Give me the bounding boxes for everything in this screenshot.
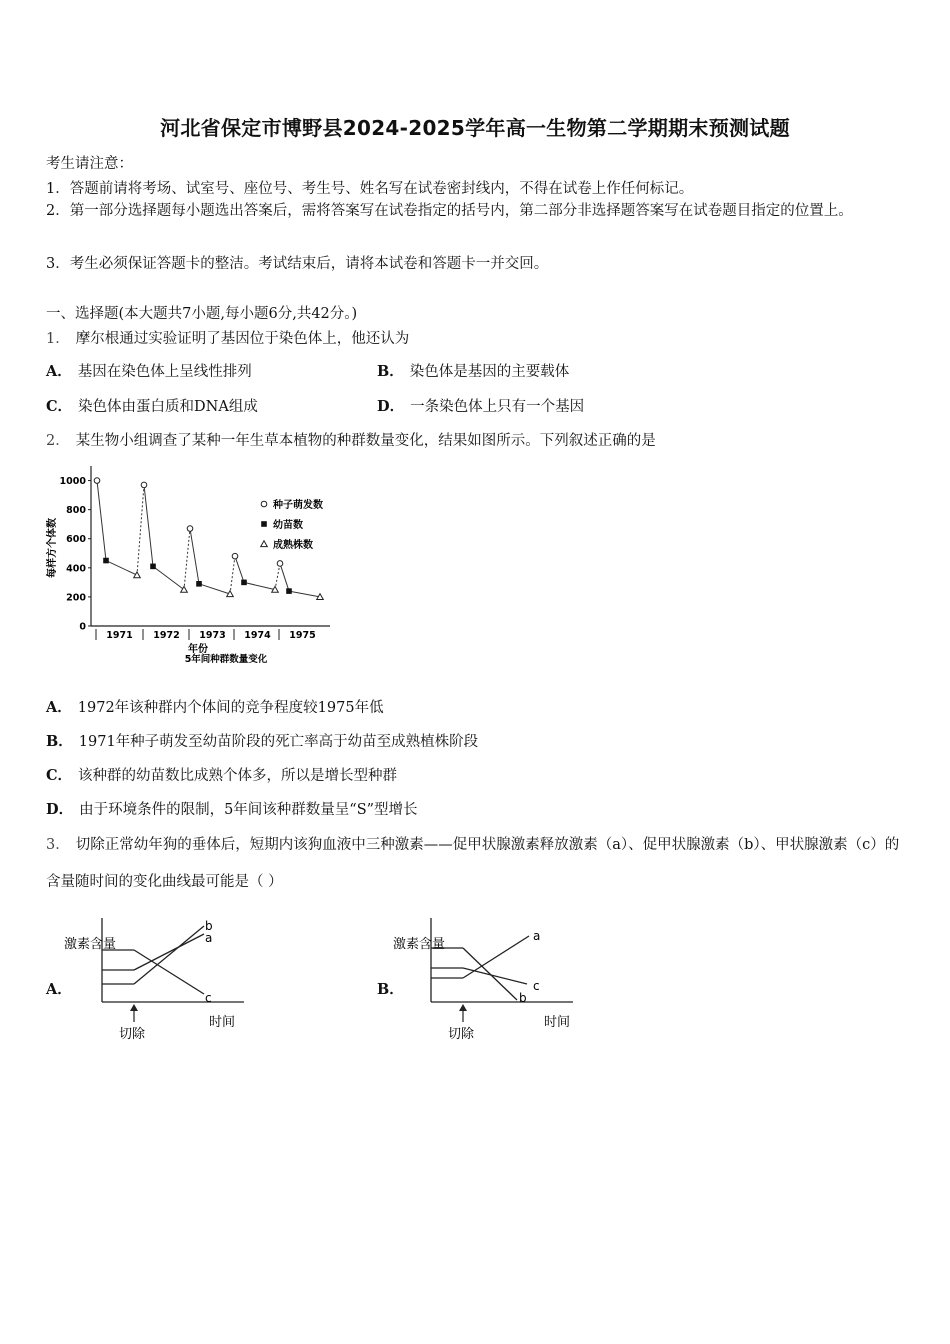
curve-label-a: a <box>533 929 541 943</box>
question-number: 3． <box>46 837 70 853</box>
option-text: 染色体是基因的主要载体 <box>409 364 570 380</box>
x-label: 时间 <box>543 1015 571 1030</box>
legend-marker-seedling <box>261 521 267 527</box>
question-1 <box>46 327 409 348</box>
q3-option-a[interactable] <box>46 978 78 999</box>
option-letter: B． <box>377 363 404 380</box>
point-seedling <box>196 581 202 587</box>
reseeding-dashed-line <box>137 485 144 575</box>
notice-heading: 考生请注意： <box>46 156 133 172</box>
curve-c <box>463 968 527 984</box>
cut-label: 切除 <box>447 1027 475 1042</box>
y-label-1: 激素含量 <box>392 937 446 952</box>
notice-item-2: 2．第一部分选择题每小题选出答案后，需将答案写在试卷指定的括号内，第二部分非选择题答案写在试卷题目指定的位置上。 <box>46 203 853 219</box>
point-seed <box>94 478 100 484</box>
reseeding-dashed-line <box>230 556 235 594</box>
series-line <box>280 563 289 591</box>
notice-item-1: 1．答题前请将考场、试室号、座位号、考生号、姓名写在试卷密封线内，不得在试卷上作任何标记。 <box>46 181 694 197</box>
option-letter: B． <box>46 733 73 750</box>
curve-c <box>134 950 204 994</box>
curve-b <box>463 948 517 1000</box>
x-axis-label: 年份 <box>188 644 208 655</box>
point-seed <box>232 553 238 559</box>
series-line <box>199 584 230 594</box>
x-label: 时间 <box>208 1015 236 1030</box>
series-line <box>153 566 184 589</box>
y-tick-label: 800 <box>66 505 86 517</box>
y-tick-label: 200 <box>66 592 86 604</box>
q3-graph-b <box>392 912 585 1044</box>
series-line <box>235 556 244 582</box>
y-tick-label: 0 <box>79 621 86 633</box>
y-tick-label: 400 <box>66 563 86 575</box>
q1-option-d[interactable] <box>377 395 584 416</box>
option-letter: A． <box>46 699 72 716</box>
point-seed <box>141 482 147 488</box>
q1-option-b[interactable] <box>377 360 569 381</box>
population-chart <box>46 458 338 664</box>
point-seedling <box>241 580 247 586</box>
option-letter: D． <box>46 801 74 818</box>
question-2 <box>46 429 656 450</box>
x-tick-label: 1974 <box>244 630 271 641</box>
curve-label-a: a <box>205 931 213 945</box>
x-tick-label: 1972 <box>153 630 180 641</box>
option-text: 基因在染色体上呈线性排列 <box>77 364 252 380</box>
option-letter: A． <box>46 363 72 380</box>
legend-marker-seed <box>261 501 267 507</box>
legend-label: 成熟株数 <box>273 540 313 551</box>
cut-arrow-head <box>130 1004 138 1011</box>
legend-label: 种子萌发数 <box>273 500 323 511</box>
option-letter: D． <box>377 398 405 415</box>
q1-option-c[interactable] <box>46 395 258 416</box>
option-text: 1972年该种群内个体间的竞争程度较1975年低 <box>77 700 384 716</box>
series-line <box>289 591 320 597</box>
question-3 <box>46 827 910 901</box>
question-number: 1． <box>46 331 70 347</box>
option-text: 该种群的幼苗数比成熟个体多，所以是增长型种群 <box>78 768 398 784</box>
question-stem: 某生物小组调查了某种一年生草本植物的种群数量变化，结果如图所示。下列叙述正确的是 <box>75 433 656 449</box>
point-seed <box>277 561 283 567</box>
reseeding-dashed-line <box>184 529 190 590</box>
question-number: 2． <box>46 433 70 449</box>
option-text: 1971年种子萌发至幼苗阶段的死亡率高于幼苗至成熟植株阶段 <box>78 734 479 750</box>
q2-option-b[interactable] <box>46 730 478 751</box>
section-heading: 一、选择题(本大题共7小题,每小题6分,共42分。) <box>46 306 358 322</box>
curve-label-b: b <box>205 919 213 933</box>
page-title: 河北省保定市博野县2024-2025学年高一生物第二学期期末预测试题 <box>160 116 790 140</box>
legend-marker-mature <box>261 541 268 547</box>
curve-label-c: c <box>533 979 540 993</box>
option-letter: C． <box>46 767 73 784</box>
series-line <box>244 582 275 589</box>
option-text: 由于环境条件的限制，5年间该种群数量呈“S”型增长 <box>79 802 418 818</box>
y-axis-label: 每样方个体数 <box>47 518 58 578</box>
series-line <box>106 561 137 576</box>
x-tick-label: 1975 <box>289 630 316 641</box>
legend-label: 幼苗数 <box>273 520 303 531</box>
option-text: 一条染色体上只有一个基因 <box>410 399 585 415</box>
question-stem: 切除正常幼年狗的垂体后，短期内该狗血液中三种激素——促甲状腺激素释放激素（a）、促甲状腺激素（b）、甲状腺激素（c）的含量随时间的变化曲线最可能是（ ） <box>46 837 900 890</box>
curve-label-b: b <box>519 991 527 1005</box>
x-tick-label: 1971 <box>106 630 133 641</box>
curve-label-c: c <box>205 991 212 1005</box>
q2-option-d[interactable] <box>46 798 418 819</box>
series-line <box>190 529 199 584</box>
curve-b <box>134 926 204 984</box>
series-line <box>97 481 106 561</box>
option-text: 染色体由蛋白质和DNA组成 <box>78 399 258 415</box>
y-label-1: 激素含量 <box>63 937 117 952</box>
q3-graph-a <box>63 912 256 1044</box>
option-letter: A． <box>46 981 72 998</box>
point-seedling <box>103 558 109 564</box>
point-seedling <box>286 588 292 594</box>
option-letter: B． <box>377 981 404 998</box>
q2-option-c[interactable] <box>46 764 397 785</box>
y-tick-label: 1000 <box>59 476 86 488</box>
question-stem: 摩尔根通过实验证明了基因位于染色体上，他还认为 <box>75 331 410 347</box>
series-line <box>144 485 153 566</box>
option-letter: C． <box>46 398 73 415</box>
cut-label: 切除 <box>118 1027 146 1042</box>
point-mature <box>134 572 141 578</box>
point-seed <box>187 526 193 532</box>
cut-arrow-head <box>459 1004 467 1011</box>
curve-a <box>134 934 204 970</box>
q1-option-a[interactable] <box>46 360 252 381</box>
point-seedling <box>150 564 156 570</box>
q2-option-a[interactable] <box>46 696 384 717</box>
chart-title: 5年间种群数量变化 <box>184 654 268 665</box>
reseeding-dashed-line <box>275 563 280 589</box>
y-tick-label: 600 <box>66 534 86 546</box>
notice-item-3: 3．考生必须保证答题卡的整洁。考试结束后，请将本试卷和答题卡一并交回。 <box>46 256 549 272</box>
x-tick-label: 1973 <box>199 630 226 641</box>
